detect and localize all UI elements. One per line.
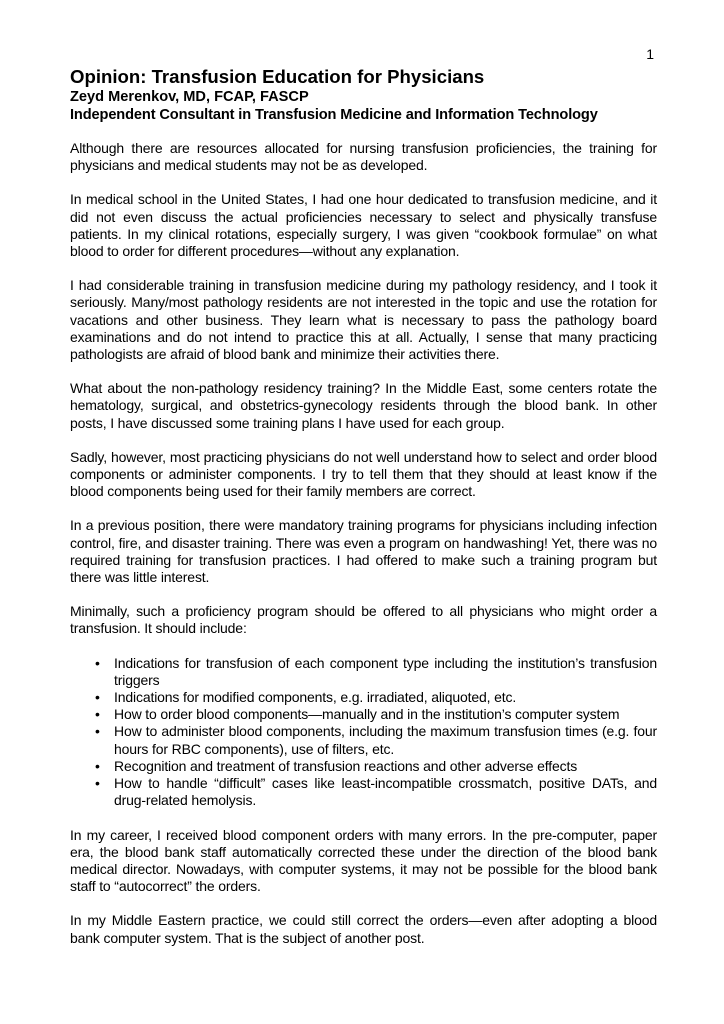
document-title: Opinion: Transfusion Education for Physicians xyxy=(70,66,485,87)
paragraph-residency: I had considerable training in transfusion medicine during my pathology residency, and I took it seriously. Many/most pathology residents are not interested in the topic and use the rotation for vacations and other business. They learn what is necessary to pass the pathology board examinations and do not intend to practice this at all. Actually, I sense that many practicing pathologists are afraid of blood bank and minimize their activities there. xyxy=(70,277,657,363)
list-item-text: How to handle “difficult” cases like least-incompatible crossmatch, positive DATs, and drug-related hemolysis. xyxy=(114,775,657,809)
list-item-text: Indications for modified components, e.g. irradiated, aliquoted, etc. xyxy=(114,689,517,706)
list-item-text: Indications for transfusion of each component type including the institution’s transfusion triggers xyxy=(114,654,657,688)
bullet-icon: • xyxy=(95,775,100,792)
document-body xyxy=(70,66,657,947)
spacer xyxy=(70,810,657,827)
author-line: Zeyd Merenkov, MD, FCAP, FASCP xyxy=(70,89,309,105)
spacer xyxy=(70,432,657,449)
affiliation-line: Independent Consultant in Transfusion Medicine and Information Technology xyxy=(70,107,598,123)
list-item-text: How to administer blood components, including the maximum transfusion times (e.g. four hours for RBC components), use of filters, etc. xyxy=(114,723,657,757)
page-number: 1 xyxy=(646,46,654,62)
spacer xyxy=(70,895,657,912)
bullet-icon: • xyxy=(95,757,100,774)
spacer xyxy=(70,500,657,517)
spacer xyxy=(70,586,657,603)
bullet-icon: • xyxy=(95,706,100,723)
bullet-icon: • xyxy=(95,723,100,740)
spacer xyxy=(70,124,657,140)
bullet-icon: • xyxy=(95,654,100,671)
paragraph-intro: Although there are resources allocated for nursing transfusion proficiencies, the training for physicians and medical students may not be as developed. xyxy=(70,140,657,174)
list-item xyxy=(70,758,657,775)
bullet-icon: • xyxy=(95,689,100,706)
list-item xyxy=(70,689,657,706)
proficiency-bullet-list xyxy=(70,655,657,810)
list-item-text: How to order blood components—manually and in the institution’s computer system xyxy=(114,706,620,723)
list-item xyxy=(70,655,657,689)
paragraph-non-pathology: What about the non-pathology residency training? In the Middle East, some centers rotate the hematology, surgical, and obstetrics-gynecology residents through the blood bank. In other posts, I have discussed some training plans I have used for each group. xyxy=(70,380,657,431)
list-item xyxy=(70,723,657,757)
spacer xyxy=(70,260,657,277)
paragraph-order-errors: In my career, I received blood component orders with many errors. In the pre-computer, paper era, the blood bank staff automatically corrected these under the direction of the blood bank medical director. Nowadays, with computer systems, it may not be possible for the blood bank staff to “autocorrect” the orders. xyxy=(70,826,657,895)
paragraph-middle-east-practice: In my Middle Eastern practice, we could still correct the orders—even after adopting a blood bank computer system. That is the subject of another post. xyxy=(70,912,657,946)
list-item xyxy=(70,775,657,809)
spacer xyxy=(70,363,657,380)
list-item-text: Recognition and treatment of transfusion reactions and other adverse effects xyxy=(114,757,578,774)
spacer xyxy=(70,174,657,191)
list-item xyxy=(70,706,657,723)
paragraph-medical-school: In medical school in the United States, I had one hour dedicated to transfusion medicine, and it did not even discuss the actual proficiencies necessary to select and physically transfuse patients. In my clinical rotations, especially surgery, I was given “cookbook formulae” on what blood to order for different procedures—without any explanation. xyxy=(70,191,657,260)
spacer xyxy=(70,638,657,655)
paragraph-previous-position: In a previous position, there were mandatory training programs for physicians including infection control, fire, and disaster training. There was even a program on handwashing! Yet, there was no required training for transfusion practices. I had offered to make such a training program but there was little interest. xyxy=(70,517,657,586)
paragraph-proficiency-program: Minimally, such a proficiency program should be offered to all physicians who might order a transfusion. It should include: xyxy=(70,603,657,637)
paragraph-practicing-physicians: Sadly, however, most practicing physicians do not well understand how to select and order blood components or administer components. I try to tell them that they should at least know if the blood components being used for their family members are correct. xyxy=(70,448,657,500)
